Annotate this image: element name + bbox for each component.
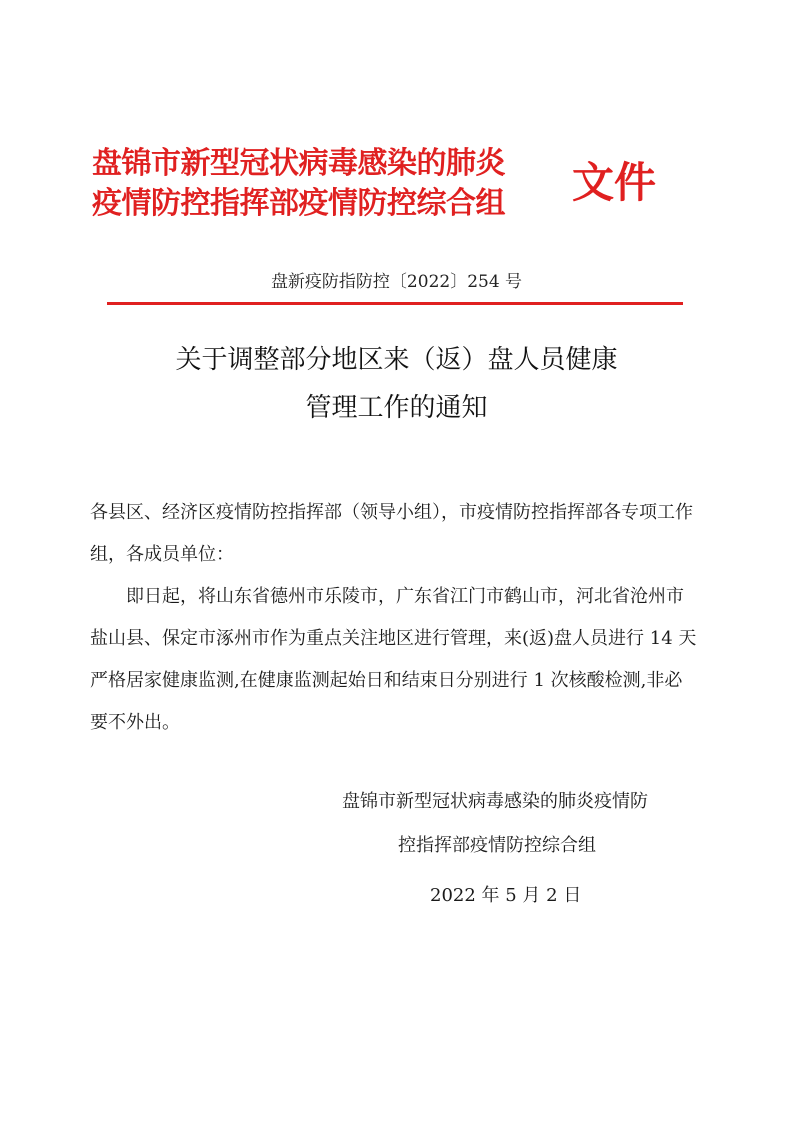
body-paragraph: 即日起，将山东省德州市乐陵市，广东省江门市鹤山市，河北省沧州市盐山县、保定市涿州市作为重点关注地区进行管理，来(返)盘人员进行 14 天严格居家健康监测,在健康监测起始日和结束日分别进行 1 次核酸检测,非必要不外出。 — [90, 586, 697, 733]
document-header — [92, 146, 692, 226]
notice-title-line-2: 管理工作的通知 — [305, 393, 488, 423]
salutation: 各县区、经济区疫情防控指挥部（领导小组），市疫情防控指挥部各专项工作组，各成员单位： — [90, 502, 693, 565]
document-number: 盘新疫防指防控〔2022〕254 号 — [270, 272, 523, 292]
signature-line-2: 控指挥部疫情防控综合组 — [398, 835, 596, 856]
signature-line-1: 盘锦市新型冠状病毒感染的肺炎疫情防 — [342, 791, 648, 812]
issuer-name-line-2: 疫情防控指挥部疫情防控综合组 — [92, 186, 505, 221]
header-divider — [107, 302, 683, 305]
notice-title-line-1: 关于调整部分地区来（返）盘人员健康 — [175, 345, 618, 375]
signature-date: 2022 年 5 月 2 日 — [430, 885, 582, 906]
document-type-label: 文件 — [572, 158, 657, 207]
issuer-name-line-1: 盘锦市新型冠状病毒感染的肺炎 — [92, 146, 505, 181]
